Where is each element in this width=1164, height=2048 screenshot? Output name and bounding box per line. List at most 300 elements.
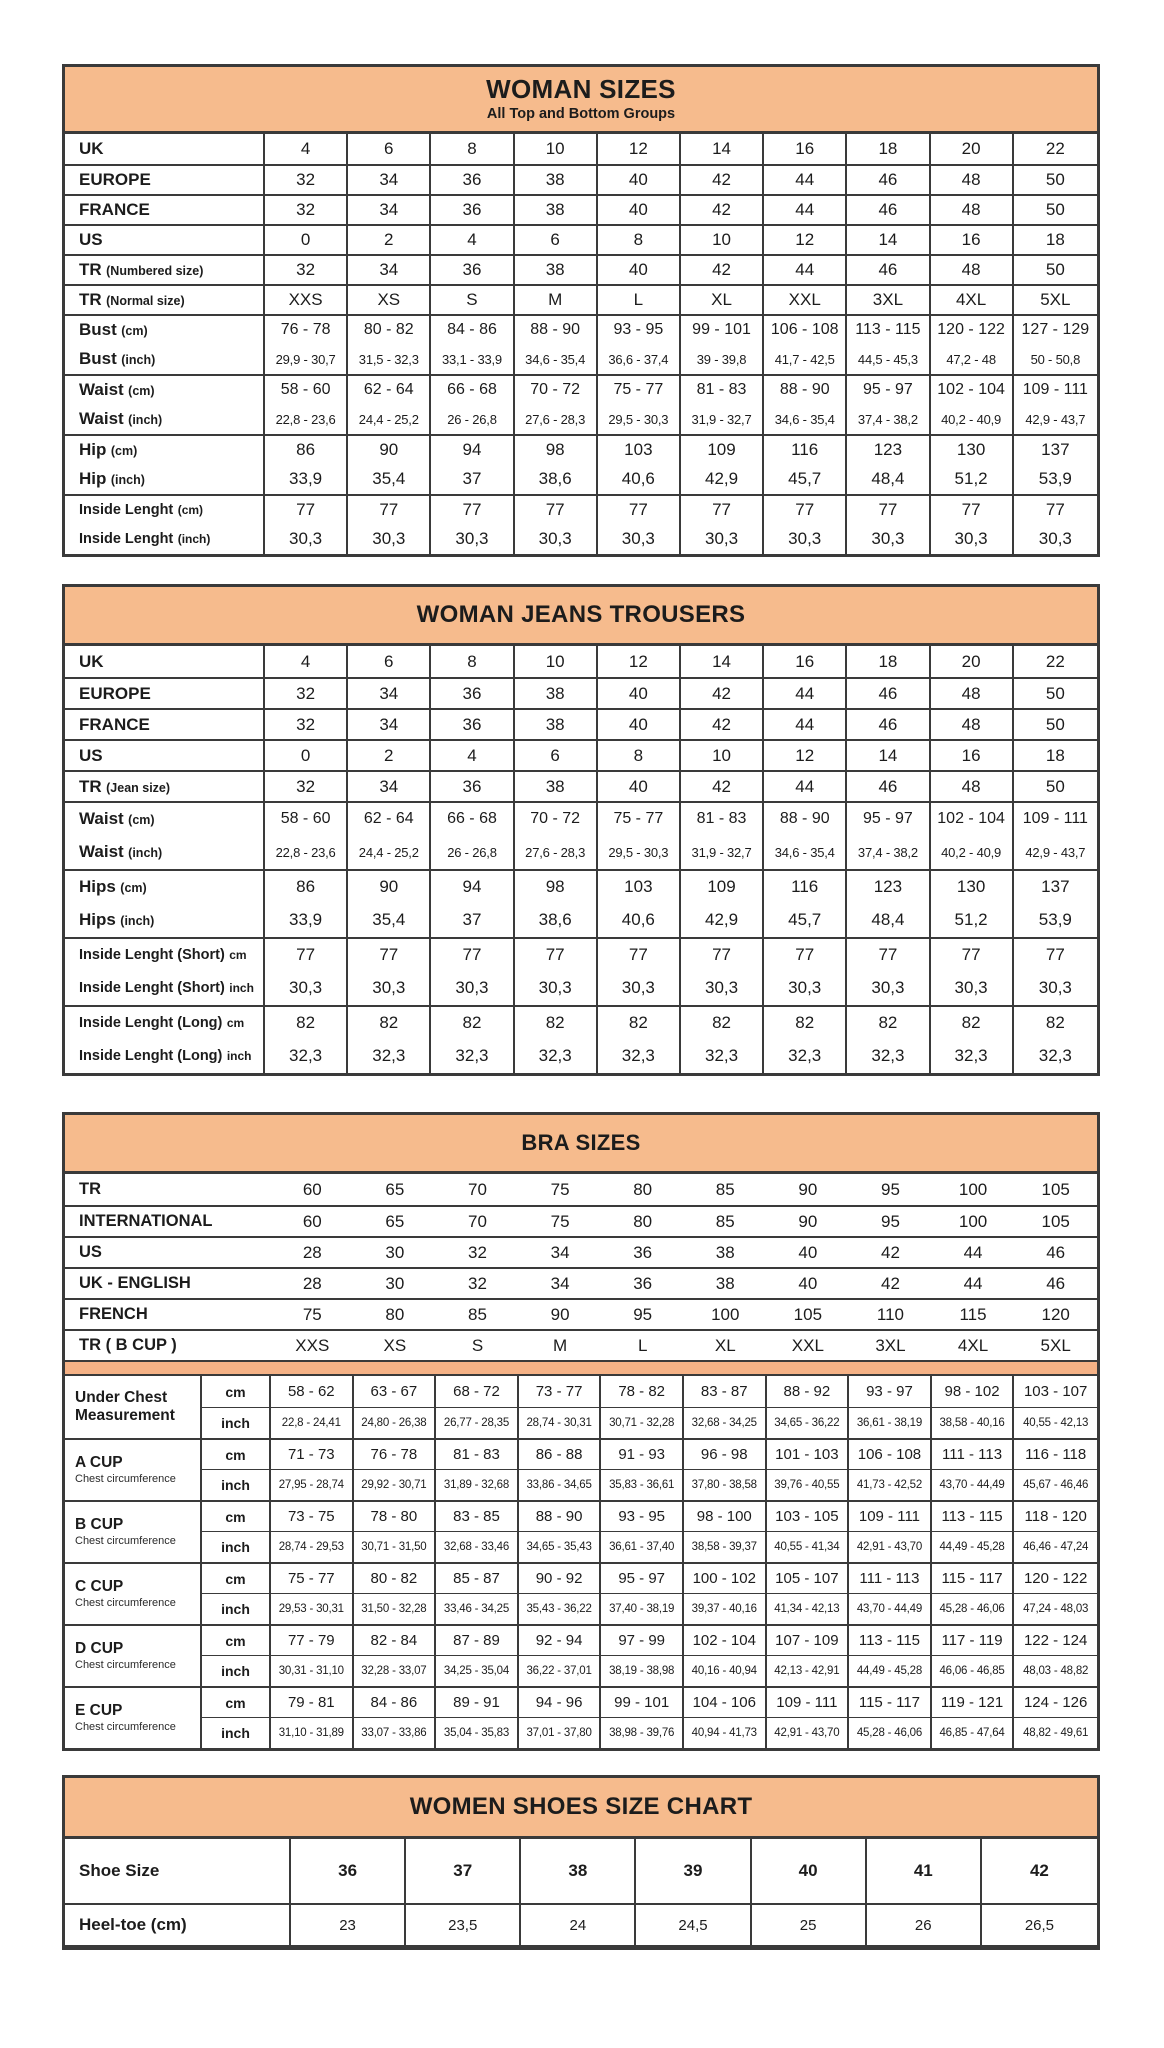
value-cell: 44,5 - 45,3 <box>847 344 930 374</box>
value-cell: 82 <box>265 1005 348 1039</box>
value-cell: 30,3 <box>681 971 764 1005</box>
row-label-text: Inside Lenght (Short) <box>79 980 225 996</box>
value-cell: M <box>515 284 598 314</box>
value-cell: 82 <box>931 1005 1014 1039</box>
value-cell: 30,3 <box>515 524 598 554</box>
table-row <box>65 1205 1097 1236</box>
value-cell: 24 <box>521 1903 636 1945</box>
value-cell: 26 - 26,8 <box>431 404 514 434</box>
value-cell: 50 <box>1014 770 1097 801</box>
value-cell: 82 <box>681 1005 764 1039</box>
table-row <box>65 1298 1097 1329</box>
value-cell: 41,7 - 42,5 <box>764 344 847 374</box>
value-cell: 109 <box>681 869 764 903</box>
value-cell: 33,1 - 33,9 <box>431 344 514 374</box>
value-cell: 109 <box>681 434 764 464</box>
value-cell: 94 - 96 <box>519 1686 602 1717</box>
value-cell: 66 - 68 <box>431 374 514 404</box>
value-cell: 40,2 - 40,9 <box>931 404 1014 434</box>
value-cell: 103 <box>598 434 681 464</box>
row-label-note: (Numbered size) <box>106 264 204 278</box>
row-label-cell <box>65 1267 271 1298</box>
value-cell: 40 <box>598 708 681 739</box>
value-cell: 28,74 - 29,53 <box>271 1531 354 1562</box>
table-row <box>65 1717 1097 1748</box>
value-cell: 76 - 78 <box>354 1438 437 1469</box>
row-label-note: inch <box>229 981 254 995</box>
value-cell: 70 - 72 <box>515 801 598 835</box>
value-cell: 77 <box>265 494 348 524</box>
value-cell: 77 <box>431 494 514 524</box>
value-cell: 40,6 <box>598 464 681 494</box>
value-cell: 8 <box>431 134 514 164</box>
value-cell: 31,9 - 32,7 <box>681 835 764 869</box>
value-cell: 26,77 - 28,35 <box>436 1407 519 1438</box>
value-cell: 6 <box>515 739 598 770</box>
value-cell: 37,4 - 38,2 <box>847 835 930 869</box>
unit-cell: cm <box>202 1562 271 1593</box>
value-cell: 46 <box>1014 1236 1097 1267</box>
row-label-note: (cm) <box>120 881 147 895</box>
value-cell: 90 <box>519 1298 602 1329</box>
value-cell: 23,5 <box>406 1903 521 1945</box>
value-cell: 77 <box>681 494 764 524</box>
table-row <box>65 524 1097 554</box>
value-cell: 5XL <box>1014 284 1097 314</box>
value-cell: 42 <box>849 1267 932 1298</box>
value-cell: 16 <box>764 646 847 677</box>
row-label-text: Waist <box>79 380 124 399</box>
value-cell: 37,80 - 38,58 <box>684 1469 767 1500</box>
value-cell: 65 <box>354 1205 437 1236</box>
value-cell: 63 - 67 <box>354 1376 437 1407</box>
value-cell: 30,31 - 31,10 <box>271 1655 354 1686</box>
value-cell: 106 - 108 <box>849 1438 932 1469</box>
value-cell: 77 <box>515 494 598 524</box>
value-cell: 38,6 <box>515 464 598 494</box>
row-label-cell <box>65 937 265 971</box>
shoes-size-table <box>62 1775 1100 1950</box>
value-cell: 46 <box>1014 1267 1097 1298</box>
value-cell: 105 <box>1014 1205 1097 1236</box>
value-cell: 73 - 75 <box>271 1500 354 1531</box>
value-cell: 30,3 <box>265 524 348 554</box>
value-cell: 24,5 <box>636 1903 751 1945</box>
value-cell: 30 <box>354 1236 437 1267</box>
value-cell: 31,5 - 32,3 <box>348 344 431 374</box>
value-cell: 116 <box>764 434 847 464</box>
value-cell: 100 <box>684 1298 767 1329</box>
value-cell: 32,3 <box>764 1039 847 1073</box>
value-cell: 44 <box>932 1267 1015 1298</box>
value-cell: 42,9 <box>681 903 764 937</box>
value-cell: 77 <box>1014 937 1097 971</box>
cup-label-note: Chest circumference <box>75 1721 176 1734</box>
value-cell: 8 <box>431 646 514 677</box>
row-label-cell <box>65 254 265 284</box>
value-cell: 123 <box>847 434 930 464</box>
value-cell: 58 - 62 <box>271 1376 354 1407</box>
value-cell: 35,4 <box>348 903 431 937</box>
value-cell: 23 <box>291 1903 406 1945</box>
value-cell: 38 <box>515 254 598 284</box>
value-cell: 39 - 39,8 <box>681 344 764 374</box>
row-label-cell <box>65 708 265 739</box>
row-label-text: Inside Lenght <box>79 531 174 547</box>
row-label-text: Waist <box>79 409 124 428</box>
value-cell: 113 - 115 <box>932 1500 1015 1531</box>
value-cell: 40,94 - 41,73 <box>684 1717 767 1748</box>
value-cell: 46 <box>847 770 930 801</box>
value-cell: 40,55 - 42,13 <box>1014 1407 1097 1438</box>
table-row <box>65 1686 1097 1717</box>
cup-label-text: B CUP <box>75 1516 124 1534</box>
row-label-text: Heel-toe (cm) <box>79 1915 187 1934</box>
cup-label-cell <box>65 1500 202 1562</box>
value-cell: 35,43 - 36,22 <box>519 1593 602 1624</box>
value-cell: 48 <box>931 677 1014 708</box>
value-cell: 28,74 - 30,31 <box>519 1407 602 1438</box>
value-cell: 30,3 <box>847 971 930 1005</box>
row-label-text: FRANCE <box>79 714 150 734</box>
shoes-header <box>65 1778 1097 1839</box>
table-row <box>65 1329 1097 1360</box>
value-cell: 30,71 - 32,28 <box>601 1407 684 1438</box>
row-label-text: Bust <box>79 349 117 368</box>
value-cell: 36 <box>601 1267 684 1298</box>
woman-sizes-grid <box>65 134 1097 554</box>
value-cell: 84 - 86 <box>354 1686 437 1717</box>
value-cell: 36 <box>291 1839 406 1903</box>
row-label-text: EUROPE <box>79 683 151 703</box>
row-label-text: Inside Lenght (Long) <box>79 1048 223 1064</box>
row-label-text: TR <box>79 1180 101 1198</box>
row-label-cell <box>65 374 265 404</box>
value-cell: 30,71 - 31,50 <box>354 1531 437 1562</box>
value-cell: 120 - 122 <box>1014 1562 1097 1593</box>
value-cell: 48,03 - 48,82 <box>1014 1655 1097 1686</box>
row-label-note: inch <box>226 1049 252 1063</box>
row-label-cell <box>65 134 265 164</box>
unit-cell: inch <box>202 1531 271 1562</box>
value-cell: 109 - 111 <box>767 1686 850 1717</box>
value-cell: 30,3 <box>764 971 847 1005</box>
table-row <box>65 164 1097 194</box>
value-cell: 47,2 - 48 <box>931 344 1014 374</box>
row-label-note: (cm) <box>128 813 155 827</box>
value-cell: 100 <box>932 1205 1015 1236</box>
value-cell: 93 - 95 <box>601 1500 684 1531</box>
value-cell: 88 - 90 <box>515 314 598 344</box>
value-cell: 30,3 <box>515 971 598 1005</box>
row-label-text: Hips <box>79 910 116 929</box>
row-label-cell <box>65 224 265 254</box>
value-cell: 90 <box>348 434 431 464</box>
unit-cell: cm <box>202 1686 271 1717</box>
table-row <box>65 1174 1097 1205</box>
unit-cell: cm <box>202 1438 271 1469</box>
row-label-cell <box>65 1205 271 1236</box>
value-cell: 28 <box>271 1236 354 1267</box>
value-cell: 27,6 - 28,3 <box>515 835 598 869</box>
row-label-cell <box>65 464 265 494</box>
value-cell: 99 - 101 <box>601 1686 684 1717</box>
row-label-note: (inch) <box>128 846 163 860</box>
value-cell: 40 <box>598 164 681 194</box>
value-cell: 50 <box>1014 254 1097 284</box>
value-cell: 37,01 - 37,80 <box>519 1717 602 1748</box>
row-label-cell <box>65 801 265 835</box>
value-cell: 40 <box>767 1267 850 1298</box>
value-cell: 106 - 108 <box>764 314 847 344</box>
value-cell: 60 <box>302 1179 322 1199</box>
table-row <box>65 801 1097 835</box>
value-cell: 46 <box>847 708 930 739</box>
value-cell: 103 <box>598 869 681 903</box>
value-cell: 90 <box>767 1205 850 1236</box>
value-cell: 34,25 - 35,04 <box>436 1655 519 1686</box>
row-label-text: UK - ENGLISH <box>79 1274 191 1292</box>
value-cell: 95 - 97 <box>601 1562 684 1593</box>
woman-jeans-header <box>65 587 1097 646</box>
value-cell: 39,76 - 40,55 <box>767 1469 850 1500</box>
value-cell: 48,82 - 49,61 <box>1014 1717 1097 1748</box>
value-cell: 38 <box>515 194 598 224</box>
value-cell: 37,4 - 38,2 <box>847 404 930 434</box>
value-cell: 80 <box>601 1205 684 1236</box>
row-label-cell <box>65 903 265 937</box>
value-cell: 38,58 - 39,37 <box>684 1531 767 1562</box>
value-cell: 18 <box>847 134 930 164</box>
value-cell: 95 <box>880 1179 900 1199</box>
value-cell: 70 - 72 <box>515 374 598 404</box>
value-cell: 38 <box>515 677 598 708</box>
row-label-text: TR <box>79 290 102 309</box>
unit-cell: inch <box>202 1593 271 1624</box>
value-cell: 51,2 <box>931 464 1014 494</box>
table-row <box>65 314 1097 344</box>
row-label-text: Hips <box>79 877 116 896</box>
value-cell: 115 <box>932 1298 1015 1329</box>
row-label-text: Inside Lenght (Long) <box>79 1015 223 1031</box>
value-cell: 36,61 - 38,19 <box>849 1407 932 1438</box>
unit-cell: inch <box>202 1717 271 1748</box>
value-cell: 75 <box>550 1179 570 1199</box>
bra-sizes-header <box>65 1115 1097 1174</box>
value-cell: 86 <box>265 869 348 903</box>
value-cell: 36 <box>431 677 514 708</box>
cup-label-text: Under Chest Measurement <box>75 1389 175 1424</box>
table-row <box>65 1562 1097 1593</box>
value-cell: 30,3 <box>1038 978 1072 997</box>
value-cell: 75 - 77 <box>271 1562 354 1593</box>
value-cell: 16 <box>764 134 847 164</box>
value-cell: 58 - 60 <box>265 801 348 835</box>
value-cell: 44 <box>764 164 847 194</box>
value-cell: 44 <box>764 194 847 224</box>
value-cell: 38 <box>515 164 598 194</box>
value-cell: 46,46 - 47,24 <box>1014 1531 1097 1562</box>
value-cell: 101 - 103 <box>767 1438 850 1469</box>
value-cell: 123 <box>847 869 930 903</box>
value-cell: 90 - 92 <box>519 1562 602 1593</box>
value-cell: 73 - 77 <box>519 1376 602 1407</box>
value-cell: 3XL <box>849 1329 932 1360</box>
value-cell: 42 <box>849 1236 932 1267</box>
woman-sizes-subtitle: All Top and Bottom Groups <box>486 106 676 123</box>
value-cell: 65 <box>385 1179 405 1199</box>
value-cell: 115 - 117 <box>932 1562 1015 1593</box>
value-cell: 38 <box>521 1839 636 1903</box>
value-cell: 98 <box>515 434 598 464</box>
value-cell: 26 <box>867 1903 982 1945</box>
value-cell: 62 - 64 <box>348 801 431 835</box>
table-row <box>65 903 1097 937</box>
value-cell: 77 <box>681 937 764 971</box>
value-cell: M <box>519 1329 602 1360</box>
value-cell: 32,3 <box>931 1039 1014 1073</box>
value-cell: 90 <box>348 869 431 903</box>
value-cell: 30,3 <box>348 524 431 554</box>
value-cell: XXL <box>767 1329 850 1360</box>
bra-cup-grid <box>65 1376 1097 1748</box>
value-cell: 77 <box>931 494 1014 524</box>
value-cell: 40,6 <box>598 903 681 937</box>
value-cell: 14 <box>681 646 764 677</box>
value-cell: 16 <box>931 224 1014 254</box>
value-cell: 4 <box>265 134 348 164</box>
cup-label-cell <box>65 1562 202 1624</box>
value-cell: 48,4 <box>847 464 930 494</box>
value-cell: 53,9 <box>1038 910 1072 929</box>
value-cell: 115 - 117 <box>849 1686 932 1717</box>
value-cell: 44,49 - 45,28 <box>849 1655 932 1686</box>
value-cell: 32 <box>436 1267 519 1298</box>
value-cell: 76 - 78 <box>265 314 348 344</box>
value-cell: 0 <box>265 224 348 254</box>
value-cell: 116 <box>764 869 847 903</box>
value-cell: 34 <box>348 194 431 224</box>
value-cell: 50 <box>1014 194 1097 224</box>
value-cell: 80 <box>354 1298 437 1329</box>
value-cell: 50 <box>1014 677 1097 708</box>
row-label-cell <box>65 194 265 224</box>
value-cell: 43,70 - 44,49 <box>932 1469 1015 1500</box>
value-cell: 81 - 83 <box>681 801 764 835</box>
value-cell: 77 <box>598 494 681 524</box>
value-cell: 38,98 - 39,76 <box>601 1717 684 1748</box>
value-cell: 48 <box>931 164 1014 194</box>
row-label-cell <box>65 677 265 708</box>
value-cell: 42 <box>681 677 764 708</box>
row-label-text: Waist <box>79 809 124 828</box>
value-cell: 27,6 - 28,3 <box>515 404 598 434</box>
value-cell: 118 - 120 <box>1014 1500 1097 1531</box>
value-cell: 34,6 - 35,4 <box>764 835 847 869</box>
value-cell: 100 - 102 <box>684 1562 767 1593</box>
shoes-title: WOMEN SHOES SIZE CHART <box>409 1793 753 1821</box>
row-label-text: TR <box>79 776 102 796</box>
value-cell: 137 <box>1014 869 1097 903</box>
cup-label-cell <box>65 1438 202 1500</box>
table-row <box>65 494 1097 524</box>
value-cell: 75 - 77 <box>598 801 681 835</box>
table-row <box>65 194 1097 224</box>
value-cell: 111 - 113 <box>849 1562 932 1593</box>
value-cell: 36 <box>431 164 514 194</box>
value-cell: 26 - 26,8 <box>431 835 514 869</box>
value-cell: 2 <box>348 224 431 254</box>
table-row <box>65 1267 1097 1298</box>
cup-label-text: E CUP <box>75 1702 123 1720</box>
value-cell: 70 <box>436 1205 519 1236</box>
value-cell: 31,10 - 31,89 <box>271 1717 354 1748</box>
row-label-text: FRENCH <box>79 1305 148 1323</box>
value-cell: 48 <box>931 194 1014 224</box>
value-cell: 124 - 126 <box>1014 1686 1097 1717</box>
value-cell: 77 <box>431 937 514 971</box>
table-row <box>65 1624 1097 1655</box>
value-cell: 34 <box>348 708 431 739</box>
value-cell: 29,92 - 30,71 <box>354 1469 437 1500</box>
table-row <box>65 374 1097 404</box>
value-cell: 77 <box>1014 494 1097 524</box>
value-cell: 31,50 - 32,28 <box>354 1593 437 1624</box>
table-row <box>65 739 1097 770</box>
row-label-cell <box>65 284 265 314</box>
value-cell: 10 <box>681 224 764 254</box>
value-cell: 77 <box>348 494 431 524</box>
value-cell: 85 <box>684 1205 767 1236</box>
value-cell: 2 <box>348 739 431 770</box>
value-cell: 39,37 - 40,16 <box>684 1593 767 1624</box>
value-cell: 38 <box>684 1236 767 1267</box>
value-cell: 40,55 - 41,34 <box>767 1531 850 1562</box>
value-cell: 31,89 - 32,68 <box>436 1469 519 1500</box>
table-row <box>65 937 1097 971</box>
value-cell: 100 <box>958 1179 988 1199</box>
table-row <box>65 1376 1097 1407</box>
cup-label-note: Chest circumference <box>75 1535 176 1548</box>
row-label-cell <box>65 770 265 801</box>
value-cell: 32,3 <box>1038 1046 1072 1065</box>
cup-label-cell <box>65 1686 202 1748</box>
value-cell: 31,9 - 32,7 <box>681 404 764 434</box>
value-cell: 45,7 <box>764 464 847 494</box>
woman-sizes-title: WOMAN SIZES <box>486 74 676 105</box>
value-cell: 62 - 64 <box>348 374 431 404</box>
unit-cell: cm <box>202 1376 271 1407</box>
value-cell: 78 - 82 <box>601 1376 684 1407</box>
value-cell: 34 <box>519 1236 602 1267</box>
value-cell: 88 - 92 <box>767 1376 850 1407</box>
row-label-cell <box>65 344 265 374</box>
value-cell: 36 <box>431 770 514 801</box>
row-label-text: INTERNATIONAL <box>79 1212 213 1230</box>
unit-cell: cm <box>202 1500 271 1531</box>
value-cell: 32 <box>265 254 348 284</box>
row-label-text: US <box>79 745 103 765</box>
value-cell: 37 <box>406 1839 521 1903</box>
shoes-grid <box>65 1839 1097 1945</box>
cup-label-note: Chest circumference <box>75 1597 176 1610</box>
value-cell: 86 - 88 <box>519 1438 602 1469</box>
value-cell: 34,6 - 35,4 <box>764 404 847 434</box>
value-cell: 82 <box>348 1005 431 1039</box>
value-cell: 6 <box>348 646 431 677</box>
woman-jeans-title: WOMAN JEANS TROUSERS <box>416 601 746 629</box>
value-cell: 82 <box>598 1005 681 1039</box>
